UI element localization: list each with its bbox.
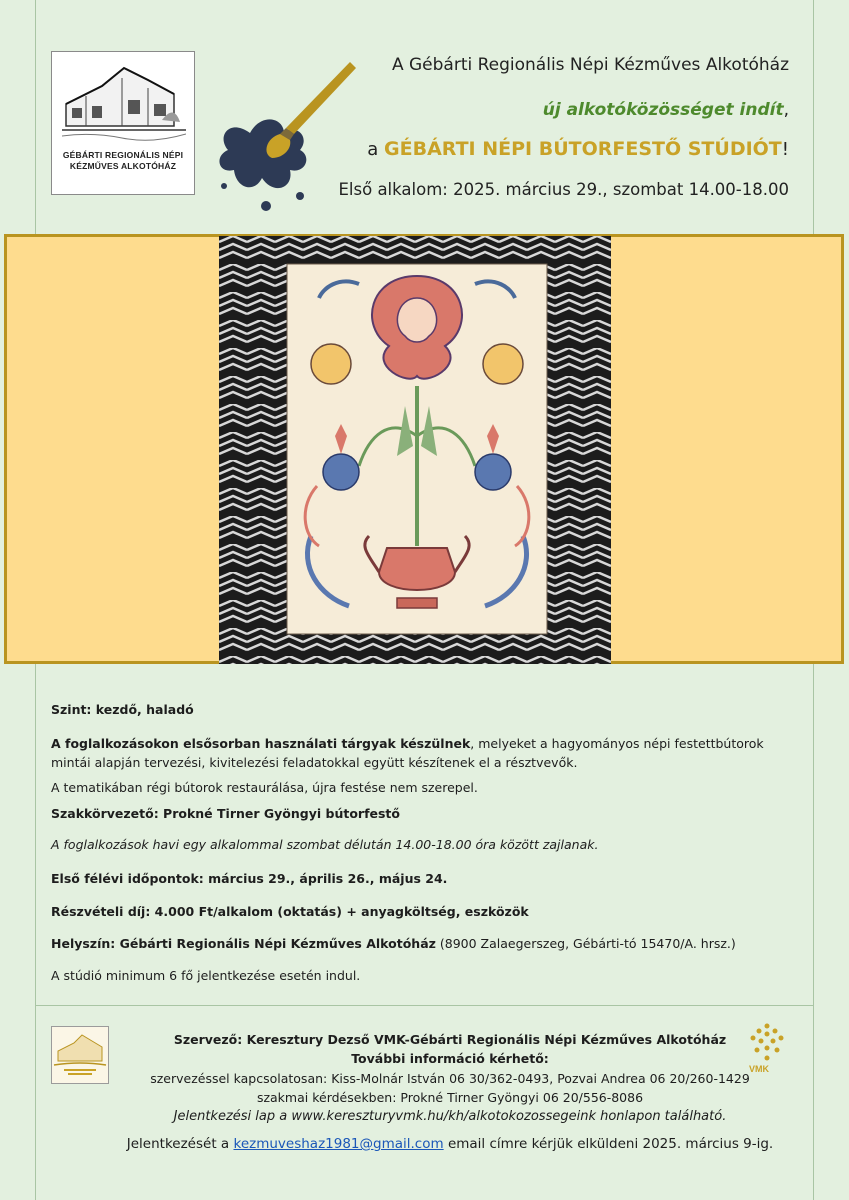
venue-text bbox=[51, 934, 789, 953]
contact-professional: szakmai kérdésekben: Prokné Tirner Gyöngyi 06 20/556-8086 bbox=[256, 1090, 644, 1105]
contact-organization: szervezéssel kapcsolatosan: Kiss-Molnár István 06 30/362-0493, Pozvai Andrea 06 20/260-1429 bbox=[150, 1071, 750, 1086]
description-paragraph bbox=[51, 734, 789, 772]
fee-text: Részvételi díj: 4.000 Ft/alkalom (oktatás) + anyagköltség, eszközök bbox=[51, 904, 529, 919]
submit-suffix: email címre kérjük elküldeni 2025. március 9-ig. bbox=[447, 1136, 774, 1152]
leader-text: Szakkörvezető: Prokné Tirner Gyöngyi bútorfestő bbox=[51, 806, 400, 821]
level-text: Szint: kezdő, haladó bbox=[51, 702, 194, 717]
studio-name: GÉBÁRTI NÉPI BÚTORFESTŐ STÚDIÓT bbox=[384, 138, 782, 160]
venue-address: (8900 Zalaegerszeg, Gébárti-tó 15470/A. hrsz.) bbox=[435, 936, 736, 951]
application-form-note: Jelentkezési lap a www.kereszturyvmk.hu/kh/alkotokozossegeink honlapon található. bbox=[173, 1109, 727, 1124]
restoration-note: A tematikában régi bútorok restaurálása, újra festése nem szerepel. bbox=[51, 780, 478, 795]
paintbrush-icon bbox=[210, 58, 360, 213]
header-line-1: A Gébárti Regionális Népi Kézműves Alkotóház bbox=[391, 55, 789, 75]
alkotohaz-logo bbox=[51, 51, 195, 195]
minimum-text: A stúdió minimum 6 fő jelentkezése esetén indul. bbox=[51, 968, 361, 983]
footer-divider bbox=[35, 1005, 813, 1006]
header-line-3 bbox=[367, 138, 789, 160]
submit-instruction bbox=[100, 1136, 800, 1152]
venue-bold: Helyszín: Gébárti Regionális Népi Kézműves Alkotóház bbox=[51, 936, 436, 951]
first-session-date: Első alkalom: 2025. március 29., szombat 14.00-18.00 bbox=[338, 180, 789, 199]
header-line-2 bbox=[543, 100, 789, 120]
email-link[interactable]: kezmuveshaz1981@gmail.com bbox=[233, 1136, 444, 1152]
organizer-text: Szervező: Keresztury Dezső VMK-Gébárti Regionális Népi Kézműves Alkotóház bbox=[173, 1032, 727, 1047]
logo-line-1: GÉBÁRTI REGIONÁLIS NÉPI bbox=[62, 150, 184, 160]
studio-prefix: a bbox=[367, 139, 379, 160]
studio-suffix: ! bbox=[781, 139, 789, 160]
header-comma: , bbox=[783, 100, 789, 120]
logo-line-2: KÉZMŰVES ALKOTÓHÁZ bbox=[69, 161, 177, 171]
more-info-text: További információ kérhető: bbox=[351, 1051, 549, 1066]
submit-prefix: Jelentkezését a bbox=[126, 1136, 230, 1152]
new-community-text: új alkotóközösséget indít bbox=[542, 100, 784, 120]
schedule-text: A foglalkozások havi egy alkalommal szombat délután 14.00-18.00 óra között zajlanak. bbox=[51, 837, 599, 852]
folk-painting-image bbox=[219, 236, 611, 664]
vmk-label: VMK bbox=[749, 1064, 769, 1074]
dates-text: Első félévi időpontok: március 29., április 26., május 24. bbox=[51, 871, 448, 886]
description-bold: A foglalkozásokon elsősorban használati tárgyak készülnek bbox=[51, 736, 471, 751]
description-rest: , melyeket a hagyományos népi festettbútorok mintái alapján tervezési, kivitelezési feladatokkal együtt készítenek el a résztvevők. bbox=[51, 736, 764, 770]
logo-caption bbox=[52, 150, 194, 172]
house-drawing-icon bbox=[62, 64, 186, 150]
